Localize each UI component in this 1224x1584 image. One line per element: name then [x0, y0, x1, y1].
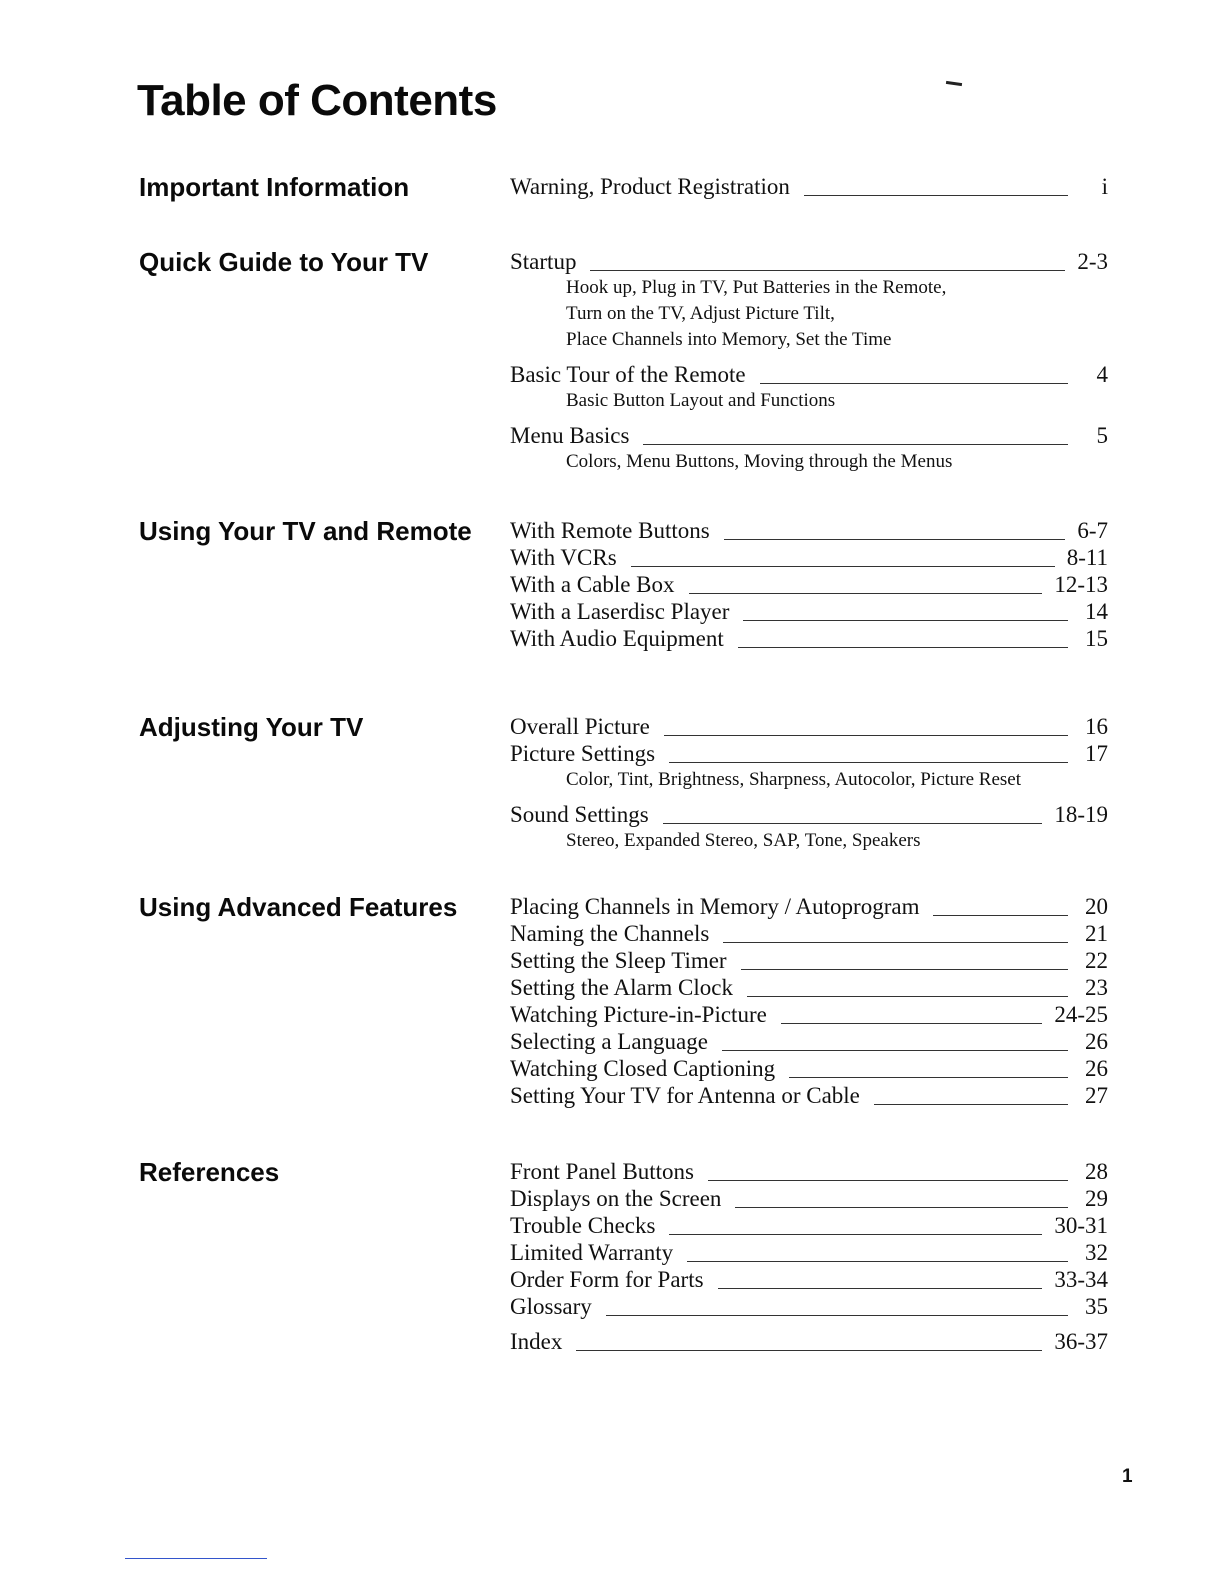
dot-leader — [669, 1234, 1042, 1235]
entry-page: 26 — [1085, 1029, 1108, 1054]
entry-subtopics: Stereo, Expanded Stereo, SAP, Tone, Speakers — [566, 830, 921, 851]
dot-leader — [643, 444, 1068, 445]
toc-entry[interactable] — [510, 1266, 1108, 1293]
dot-leader — [631, 566, 1055, 567]
toc-entry[interactable] — [510, 173, 1108, 200]
dot-leader — [743, 620, 1068, 621]
toc-entry[interactable] — [510, 598, 1108, 625]
entry-page: 4 — [1096, 362, 1108, 387]
toc-entry[interactable] — [510, 1293, 1108, 1320]
entry-page: 36-37 — [1054, 1329, 1108, 1354]
dot-leader — [747, 996, 1068, 997]
toc-entry[interactable] — [510, 801, 1108, 828]
entry-page: 14 — [1085, 599, 1108, 624]
toc-entry[interactable] — [510, 974, 1108, 1001]
dot-leader — [590, 270, 1065, 271]
entry-page: i — [1101, 174, 1108, 199]
entry-label: Warning, Product Registration — [510, 174, 790, 199]
entry-label: With VCRs — [510, 545, 617, 570]
entry-subtopics: Place Channels into Memory, Set the Time — [566, 329, 892, 350]
entry-label: Front Panel Buttons — [510, 1159, 695, 1184]
toc-entry[interactable] — [510, 422, 1108, 449]
entry-label: Watching Closed Captioning — [510, 1056, 776, 1081]
entry-label: Placing Channels in Memory / Autoprogram — [510, 894, 920, 919]
dot-leader — [663, 823, 1043, 824]
entry-page: 17 — [1085, 741, 1108, 766]
dot-leader — [789, 1077, 1068, 1078]
toc-entry[interactable] — [510, 1028, 1108, 1055]
entry-label: Selecting a Language — [510, 1029, 708, 1054]
entry-label: With a Laserdisc Player — [510, 599, 730, 624]
dot-leader — [724, 539, 1066, 540]
toc-entry[interactable] — [510, 571, 1108, 598]
toc-entry[interactable] — [510, 1082, 1108, 1109]
entry-subtopics: Basic Button Layout and Functions — [566, 390, 836, 411]
toc-entry[interactable] — [510, 625, 1108, 652]
dot-leader — [804, 195, 1068, 196]
entry-label: With Audio Equipment — [510, 626, 724, 651]
entry-page: 30-31 — [1054, 1213, 1108, 1238]
section-title: Quick Guide to Your TV — [139, 247, 429, 277]
dot-leader — [687, 1261, 1068, 1262]
dot-leader — [669, 762, 1068, 763]
entry-page: 15 — [1085, 626, 1108, 651]
entry-page: 26 — [1085, 1056, 1108, 1081]
toc-entry[interactable] — [510, 1185, 1108, 1212]
entry-page: 27 — [1085, 1083, 1108, 1108]
entry-label: Glossary — [510, 1294, 592, 1319]
section-title: Important Information — [139, 172, 410, 202]
dot-leader — [606, 1315, 1068, 1316]
entry-label: Basic Tour of the Remote — [510, 362, 746, 387]
dot-leader — [689, 593, 1043, 594]
entry-page: 21 — [1085, 921, 1108, 946]
toc-entry[interactable] — [510, 248, 1108, 275]
dot-leader — [933, 915, 1068, 916]
dot-leader — [874, 1104, 1068, 1105]
entry-label: Menu Basics — [510, 423, 630, 448]
entry-page: 12-13 — [1054, 572, 1108, 597]
entry-page: 23 — [1085, 975, 1108, 1000]
entry-label: Overall Picture — [510, 714, 650, 739]
entry-label: Picture Settings — [510, 741, 656, 766]
entry-page: 20 — [1085, 894, 1108, 919]
entry-page: 29 — [1085, 1186, 1108, 1211]
section-title: References — [139, 1157, 280, 1187]
toc-entry[interactable] — [510, 1239, 1108, 1266]
page-number: 1 — [1122, 1466, 1133, 1487]
toc-entry[interactable] — [510, 361, 1108, 388]
entry-label: Trouble Checks — [510, 1213, 656, 1238]
dot-leader — [760, 383, 1068, 384]
dot-leader — [735, 1207, 1068, 1208]
entry-label: Watching Picture-in-Picture — [510, 1002, 767, 1027]
page-title: Table of Contents — [137, 76, 497, 125]
entry-subtopics: Color, Tint, Brightness, Sharpness, Autocolor, Picture Reset — [566, 769, 1022, 790]
entry-label: With Remote Buttons — [510, 518, 710, 543]
toc-entry[interactable] — [510, 1212, 1108, 1239]
dot-leader — [781, 1023, 1043, 1024]
section-title: Using Your TV and Remote — [139, 516, 472, 546]
entry-label: Startup — [510, 249, 577, 274]
entry-page: 35 — [1085, 1294, 1108, 1319]
section-title: Adjusting Your TV — [139, 712, 364, 742]
scan-mark — [946, 81, 962, 86]
entry-label: Order Form for Parts — [510, 1267, 704, 1292]
dot-leader — [664, 735, 1068, 736]
entry-page: 8-11 — [1066, 545, 1108, 570]
dot-leader — [722, 1050, 1068, 1051]
entry-page: 33-34 — [1054, 1267, 1108, 1292]
entry-page: 2-3 — [1077, 249, 1108, 274]
entry-page: 18-19 — [1054, 802, 1108, 827]
entry-page: 24-25 — [1054, 1002, 1108, 1027]
entry-subtopics: Turn on the TV, Adjust Picture Tilt, — [566, 303, 835, 324]
entry-label: Naming the Channels — [510, 921, 710, 946]
entry-label: Setting the Alarm Clock — [510, 975, 733, 1000]
entry-label: Index — [510, 1329, 563, 1354]
toc-entry[interactable] — [510, 713, 1108, 740]
toc-entry[interactable] — [510, 1055, 1108, 1082]
entry-page: 28 — [1085, 1159, 1108, 1184]
toc-entry[interactable] — [510, 1328, 1108, 1355]
entry-label: Displays on the Screen — [510, 1186, 722, 1211]
entry-page: 32 — [1085, 1240, 1108, 1265]
entry-page: 5 — [1096, 423, 1108, 448]
dot-leader — [723, 942, 1068, 943]
footer-rule — [125, 1558, 267, 1559]
entry-page: 22 — [1085, 948, 1108, 973]
entry-label: Sound Settings — [510, 802, 649, 827]
entry-label: Setting the Sleep Timer — [510, 948, 727, 973]
toc-entry[interactable] — [510, 893, 1108, 920]
dot-leader — [708, 1180, 1068, 1181]
entry-label: Limited Warranty — [510, 1240, 674, 1265]
toc-entry[interactable] — [510, 1001, 1108, 1028]
entry-label: Setting Your TV for Antenna or Cable — [510, 1083, 860, 1108]
dot-leader — [718, 1288, 1043, 1289]
toc-entry[interactable] — [510, 920, 1108, 947]
toc-entry[interactable] — [510, 947, 1108, 974]
entry-subtopics: Hook up, Plug in TV, Put Batteries in the Remote, — [566, 277, 947, 298]
entry-subtopics: Colors, Menu Buttons, Moving through the Menus — [566, 451, 953, 472]
dot-leader — [576, 1350, 1042, 1351]
dot-leader — [741, 969, 1068, 970]
toc-entry[interactable] — [510, 517, 1108, 544]
toc-entry[interactable] — [510, 1158, 1108, 1185]
section-title: Using Advanced Features — [139, 892, 458, 922]
toc-entry[interactable] — [510, 740, 1108, 767]
toc-entry[interactable] — [510, 544, 1108, 571]
dot-leader — [738, 647, 1068, 648]
entry-page: 16 — [1085, 714, 1108, 739]
entry-label: With a Cable Box — [510, 572, 675, 597]
entry-page: 6-7 — [1077, 518, 1108, 543]
